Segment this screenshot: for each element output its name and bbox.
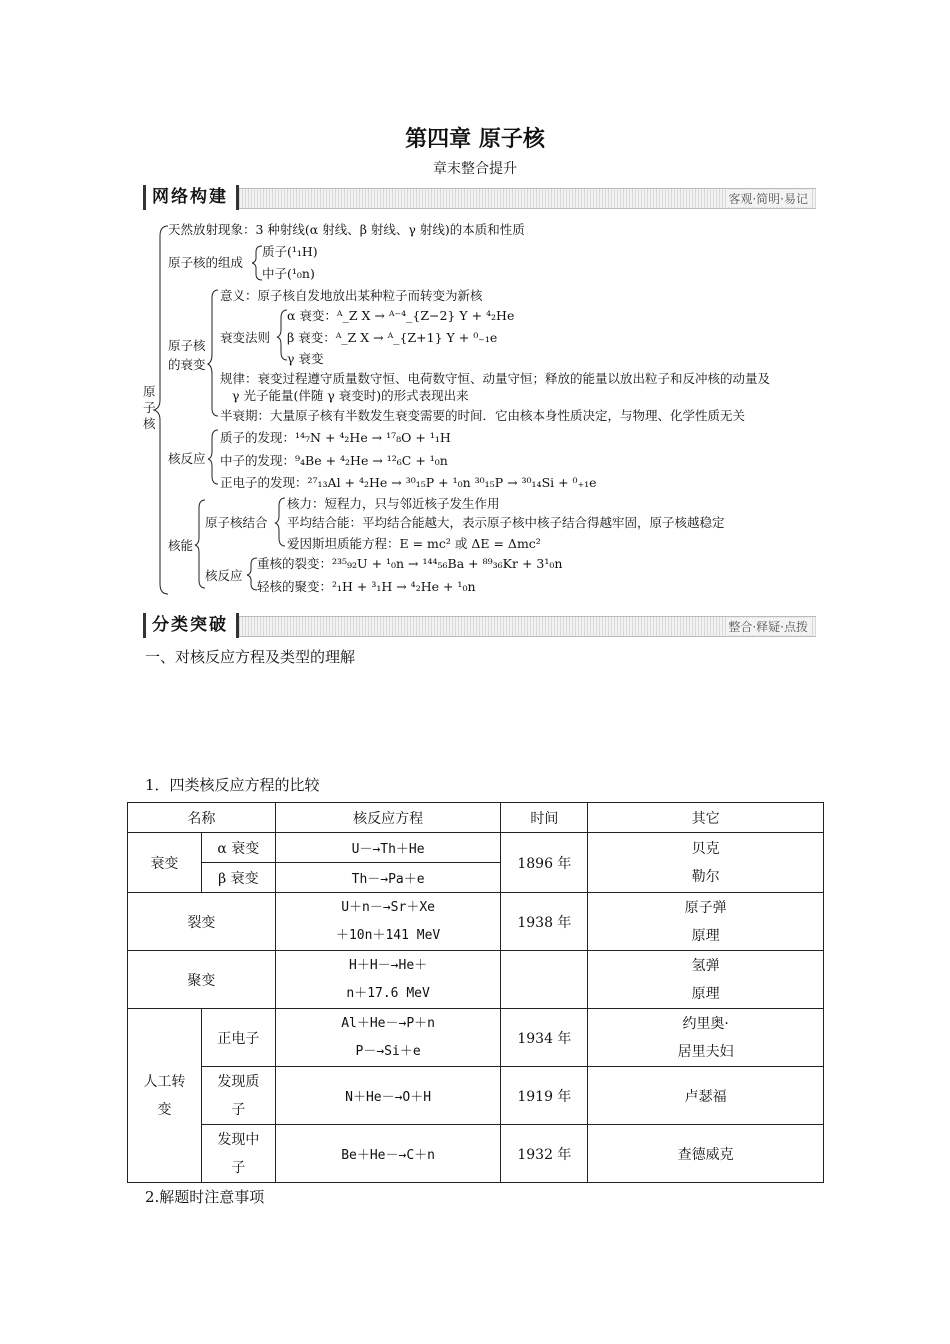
cell-fission-other — [588, 893, 824, 951]
table-header-row — [128, 803, 824, 833]
tree-natural-radioactivity: 天然放射现象：3 种射线(α 射线、β 射线、γ 射线)的本质和性质 — [168, 222, 525, 237]
cell-proton-year: 1919 年 — [501, 1067, 588, 1125]
heading-reaction-types: 一、对核反应方程及类型的理解 — [145, 648, 356, 666]
tree-decay-law: 规律：衰变过程遵守质量数守恒、电荷数守恒、动量守恒；释放的能量以放出粒子和反冲核的动量及 — [220, 371, 771, 386]
cell-alpha-eq: U－→Th＋He — [275, 833, 501, 863]
tree-decay-meaning: 意义：原子核自发地放出某种粒子而转变为新核 — [220, 288, 483, 303]
cell-fission-eq-1: U＋n－→Sr＋Xe — [341, 899, 435, 915]
cell-fusion-other-2: 原理 — [691, 985, 720, 1002]
cell-proton-eq: N＋He－→O＋H — [275, 1067, 501, 1125]
tree-alpha-decay: α 衰变：ᴬ_Z X → ᴬ⁻⁴_{Z−2} Y + ⁴₂He — [287, 308, 515, 323]
cell-fusion-year — [501, 951, 588, 1009]
tree-reaction-energy: 核反应 — [205, 568, 243, 583]
cell-decay: 衰变 — [128, 833, 202, 893]
cell-proton-1: 发现质 — [217, 1073, 260, 1090]
section-tag-network: 客观·简明·易记 — [728, 192, 808, 206]
table-row-alpha — [128, 833, 824, 863]
cell-decay-other — [588, 833, 824, 893]
tree-avg-binding: 平均结合能：平均结合能越大，表示原子核中核子结合得越牢固，原子核越稳定 — [287, 515, 725, 530]
cell-decay-other-1: 贝克 — [691, 840, 720, 857]
tree-decay-line2: 的衰变 — [168, 357, 206, 372]
cell-proton-2: 子 — [231, 1101, 246, 1118]
cell-fission-eq — [275, 893, 501, 951]
table-row-positron — [128, 1009, 824, 1067]
tree-neutron: 中子(¹₀n) — [262, 266, 315, 281]
cell-beta-eq: Th－→Pa＋e — [275, 863, 501, 893]
cell-positron-other-1: 约里奥· — [682, 1015, 729, 1032]
cell-positron-eq-1: Al＋He－→P＋n — [341, 1015, 435, 1031]
cell-neutron-2: 子 — [231, 1159, 246, 1176]
tree-nuclear-energy: 核能 — [168, 538, 194, 553]
tree-neutron-discovery: 中子的发现：⁹₄Be + ⁴₂He → ¹²₆C + ¹₀n — [220, 453, 448, 468]
reaction-comparison-table — [127, 802, 824, 1183]
tree-decay-law-2: γ 光子能量(伴随 γ 衰变时)的形式表现出来 — [232, 388, 469, 403]
table-row-fission — [128, 893, 824, 951]
tree-nuclear-reaction: 核反应 — [168, 451, 206, 466]
cell-artificial-2: 变 — [157, 1101, 172, 1118]
tree-fission: 重核的裂变：²³⁵₉₂U + ¹₀n → ¹⁴⁴₅₆Ba + ⁸⁹₃₆Kr + 3¹₀n — [257, 556, 563, 571]
cell-fission-eq-2: ＋10n＋141 MeV — [335, 927, 441, 943]
heading-notes: 2.解题时注意事项 — [145, 1188, 265, 1206]
cell-positron-other-2: 居里夫妇 — [677, 1043, 734, 1060]
section-bar-breakthrough — [143, 616, 816, 637]
section-label-breakthrough: 分类突破 — [143, 613, 239, 638]
cell-decay-year: 1896 年 — [501, 833, 588, 893]
tree-half-life: 半衰期：大量原子核有半数发生衰变需要的时间．它由核本身性质决定，与物理、化学性质无关 — [220, 408, 746, 423]
cell-fusion-eq-1: H＋H－→He＋ — [349, 957, 428, 973]
cell-neutron-eq: Be＋He－→C＋n — [275, 1125, 501, 1183]
tree-binding: 原子核结合 — [205, 515, 268, 530]
cell-proton-other: 卢瑟福 — [588, 1067, 824, 1125]
table-row-neutron — [128, 1125, 824, 1183]
section-label-network: 网络构建 — [143, 185, 239, 210]
table-header-time: 时间 — [501, 803, 588, 833]
tree-gamma-decay: γ 衰变 — [287, 351, 324, 366]
cell-fusion-eq-2: n＋17.6 MeV — [346, 985, 430, 1001]
table-header-name: 名称 — [128, 803, 276, 833]
cell-fission-other-2: 原理 — [691, 927, 720, 944]
table-row-proton — [128, 1067, 824, 1125]
cell-fusion-other-1: 氢弹 — [691, 957, 720, 974]
cell-positron-eq — [275, 1009, 501, 1067]
cell-proton — [201, 1067, 275, 1125]
tree-proton-discovery: 质子的发现：¹⁴₇N + ⁴₂He → ¹⁷₈O + ¹₁H — [220, 430, 451, 445]
tree-mass-energy: 爱因斯坦质能方程：E = mc² 或 ΔE = Δmc² — [287, 536, 541, 551]
page-subtitle: 章末整合提升 — [433, 161, 517, 177]
table-row-fusion — [128, 951, 824, 1009]
cell-artificial-1: 人工转 — [143, 1073, 186, 1090]
cell-neutron-1: 发现中 — [217, 1131, 260, 1148]
tree-nuclear-force: 核力：短程力，只与邻近核子发生作用 — [287, 496, 500, 511]
cell-beta: β 衰变 — [201, 863, 275, 893]
cell-positron: 正电子 — [201, 1009, 275, 1067]
cell-fusion-other — [588, 951, 824, 1009]
cell-alpha: α 衰变 — [201, 833, 275, 863]
tree-root-char-2: 子 — [143, 400, 156, 415]
cell-positron-year: 1934 年 — [501, 1009, 588, 1067]
cell-neutron-year: 1932 年 — [501, 1125, 588, 1183]
tree-decay-rule: 衰变法则 — [220, 330, 271, 345]
cell-fission: 裂变 — [128, 893, 276, 951]
cell-fusion: 聚变 — [128, 951, 276, 1009]
tree-decay-line1: 原子核 — [168, 338, 206, 353]
cell-fission-year: 1938 年 — [501, 893, 588, 951]
heading-comparison: 1．四类核反应方程的比较 — [145, 776, 320, 794]
cell-neutron-other: 查德威克 — [588, 1125, 824, 1183]
tree-root-char-3: 核 — [143, 416, 156, 431]
table-header-other: 其它 — [588, 803, 824, 833]
cell-decay-other-2: 勒尔 — [691, 868, 720, 885]
cell-fission-other-1: 原子弹 — [684, 899, 727, 916]
cell-artificial — [128, 1009, 202, 1183]
table-header-equation: 核反应方程 — [275, 803, 501, 833]
tree-fusion: 轻核的聚变：²₁H + ³₁H → ⁴₂He + ¹₀n — [257, 579, 476, 594]
section-tag-breakthrough: 整合·释疑·点拨 — [728, 620, 808, 634]
tree-beta-decay: β 衰变：ᴬ_Z X → ᴬ_{Z+1} Y + ⁰₋₁e — [287, 330, 498, 345]
cell-positron-other — [588, 1009, 824, 1067]
page-title: 第四章 原子核 — [405, 126, 545, 152]
cell-fusion-eq — [275, 951, 501, 1009]
tree-proton: 质子(¹₁H) — [262, 244, 318, 259]
tree-positron-discovery: 正电子的发现：²⁷₁₃Al + ⁴₂He → ³⁰₁₅P + ¹₀n ³⁰₁₅P → ³⁰₁₄Si + ⁰₊₁e — [220, 475, 597, 490]
cell-positron-eq-2: P－→Si＋e — [355, 1043, 421, 1059]
cell-neutron — [201, 1125, 275, 1183]
tree-nucleus-composition: 原子核的组成 — [168, 255, 244, 270]
tree-root-char-1: 原 — [143, 384, 156, 399]
